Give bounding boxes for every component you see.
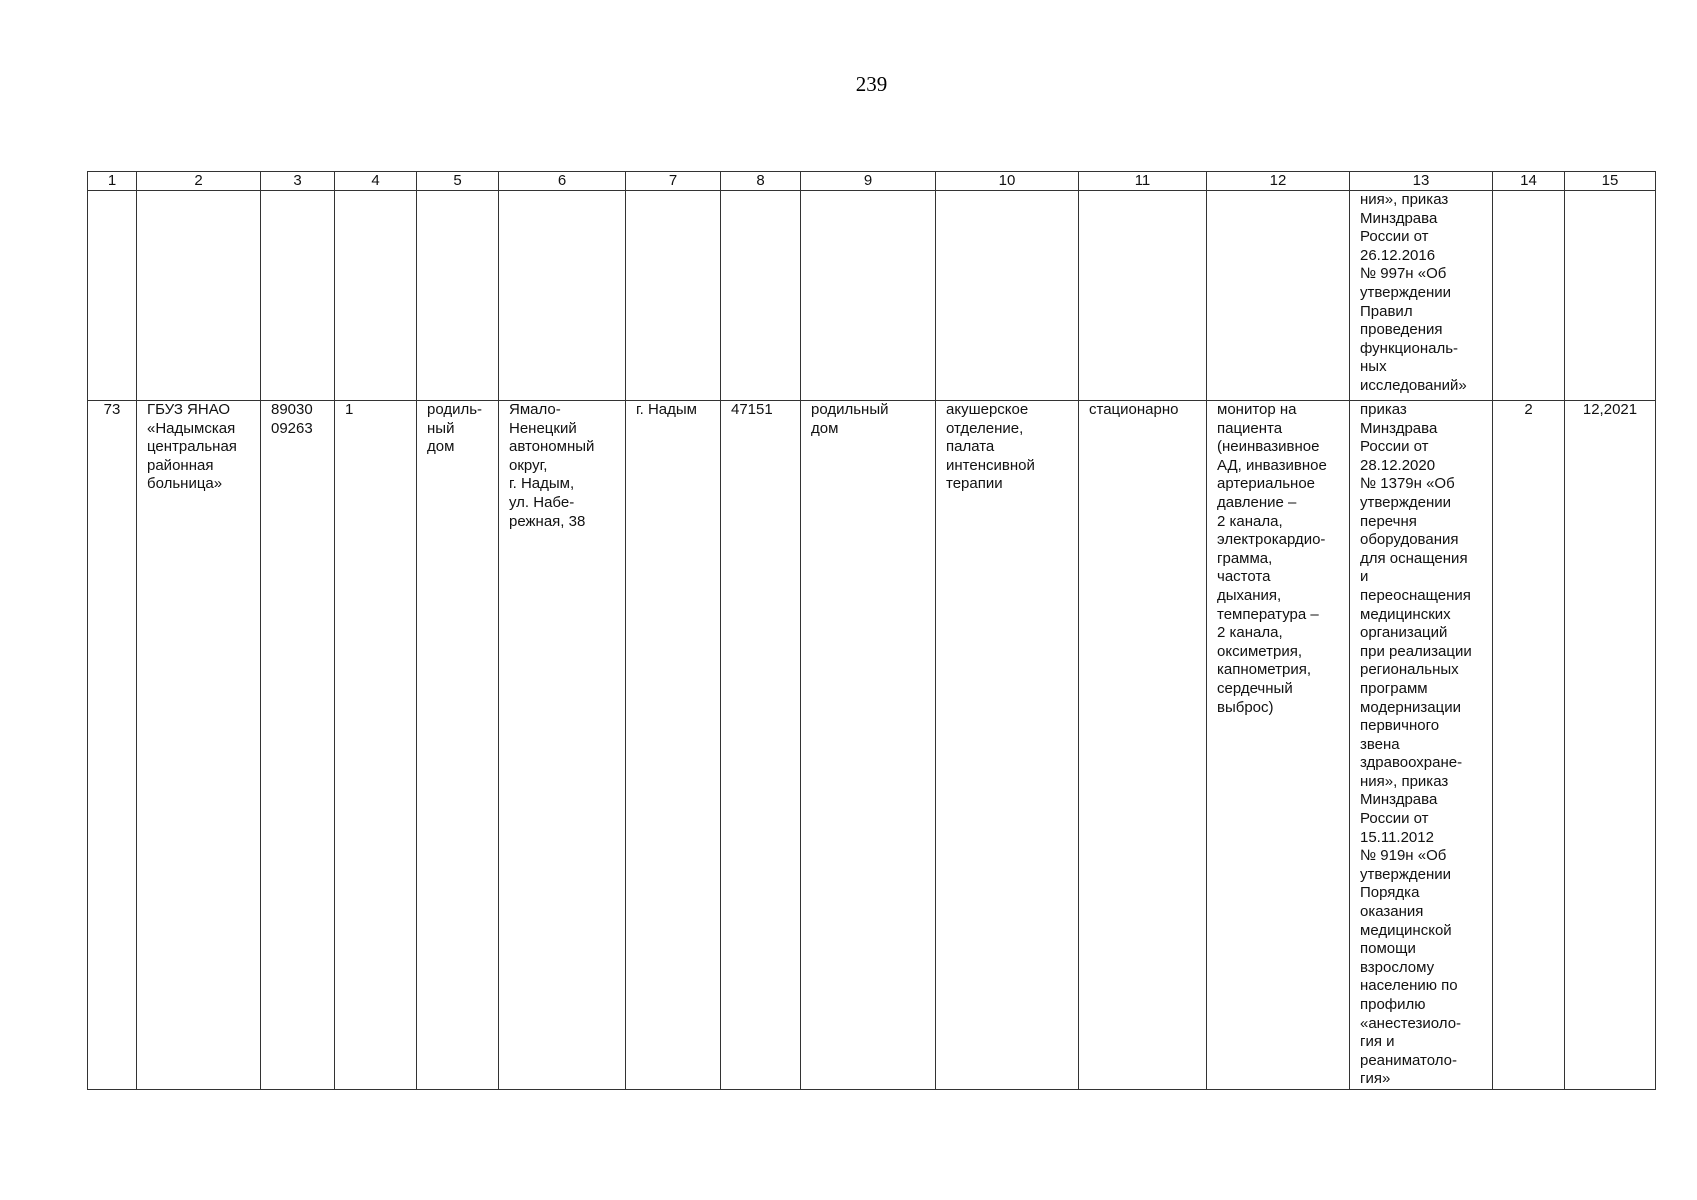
department-cell: акушерское отделение, палата интенсивной терапии [936, 401, 1079, 1090]
quantity-cell: 2 [1493, 401, 1565, 1090]
regulation-cell: приказ Минздрава России от 28.12.2020 № 1379н «Об утверждении перечня оборудования для оснащения и переоснащения медицинских организаций при реализации региональных программ модернизации первичного звена здравоохране- ния», приказ Минздрава России от 15.11.2012 № 919н «Об утверждении Порядка оказания медицинской помощи взрослому населению по профилю «анестезиоло- гия и реаниматоло- гия» [1350, 401, 1493, 1090]
table-cell [1493, 191, 1565, 401]
column-header-10: 10 [936, 172, 1079, 191]
table-cell [1565, 191, 1656, 401]
regulation-cell-continued: ния», приказ Минздрава России от 26.12.2016 № 997н «Об утверждении Правил проведения функциональ- ных исследований» [1350, 191, 1493, 401]
column-number-header-row [88, 172, 1656, 191]
column-header-6: 6 [499, 172, 626, 191]
table-cell [1079, 191, 1207, 401]
date-cell: 12,2021 [1565, 401, 1656, 1090]
care-mode-cell: стационарно [1079, 401, 1207, 1090]
city-cell: г. Надым [626, 401, 721, 1090]
equipment-cell: монитор на пациента (неинвазивное АД, инвазивное артериальное давление – 2 канала, электрокардио- грамма, частота дыхания, температура – 2 канала, оксиметрия, капнометрия, сердечный выброс) [1207, 401, 1350, 1090]
table-cell [936, 191, 1079, 401]
table-cell [88, 191, 137, 401]
column-header-15: 15 [1565, 172, 1656, 191]
column-header-14: 14 [1493, 172, 1565, 191]
address-cell: Ямало- Ненецкий автономный округ, г. Надым, ул. Набе- режная, 38 [499, 401, 626, 1090]
column-header-5: 5 [417, 172, 499, 191]
column-header-2: 2 [137, 172, 261, 191]
row-number-cell: 73 [88, 401, 137, 1090]
unit-cell: родильный дом [801, 401, 936, 1090]
code-cell: 89030 09263 [261, 401, 335, 1090]
table-cell [626, 191, 721, 401]
table-cell [1207, 191, 1350, 401]
page-number: 239 [855, 72, 888, 96]
facility-type-cell: родиль- ный дом [417, 401, 499, 1090]
table-cell [417, 191, 499, 401]
table-cell [137, 191, 261, 401]
continued-table-row [88, 191, 1656, 401]
column-header-8: 8 [721, 172, 801, 191]
organization-cell: ГБУЗ ЯНАО «Надымская центральная районная больница» [137, 401, 261, 1090]
column-header-12: 12 [1207, 172, 1350, 191]
column-4-cell: 1 [335, 401, 417, 1090]
table-cell [801, 191, 936, 401]
table-cell [261, 191, 335, 401]
table-cell [335, 191, 417, 401]
column-header-3: 3 [261, 172, 335, 191]
column-header-4: 4 [335, 172, 417, 191]
column-8-cell: 47151 [721, 401, 801, 1090]
column-header-11: 11 [1079, 172, 1207, 191]
column-header-9: 9 [801, 172, 936, 191]
column-header-1: 1 [88, 172, 137, 191]
equipment-table [87, 171, 1656, 1090]
column-header-7: 7 [626, 172, 721, 191]
table-cell [721, 191, 801, 401]
table-row-73 [88, 401, 1656, 1090]
table-cell [499, 191, 626, 401]
column-header-13: 13 [1350, 172, 1493, 191]
